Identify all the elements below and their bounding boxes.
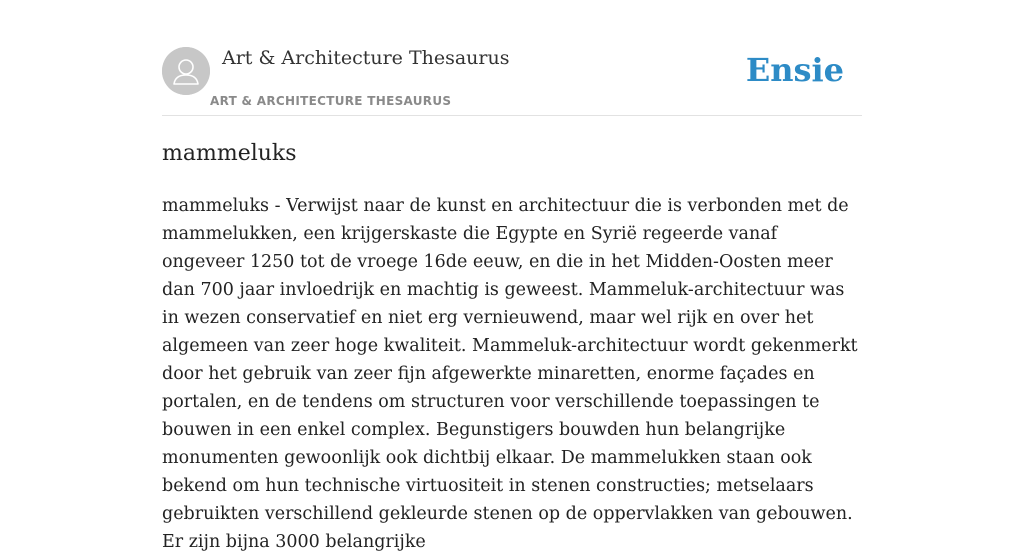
entry-body: mammeluks - Verwijst naar de kunst en architectuur die is verbonden met de mammelukken, een krijgerskaste die Egypte en Syrië regeerde vanaf ongeveer 1250 tot de vroege 16de eeuw, en die in het Midden-Oosten meer dan 700 jaar invloedrijk en machtig is geweest. Mammeluk-architectuur was in wezen conservatief en niet erg vernieuwend, maar wel rijk en over het algemeen van zeer hoge kwaliteit. Mammeluk-architectuur wordt gekenmerkt door het gebruik van zeer fijn afgewerkte minaretten, enorme façades en portalen, en de tendens om structuren voor verschillende toepassingen te bouwen in een enkel complex. Begunstigers bouwden hun belangrijke monumenten gewoonlijk ook dichtbij elkaar. De mammelukken staan ook bekend om hun technische virtuositeit in stenen constructies; metselaars gebruikten verschillend gekleurde stenen op de oppervlakken van gebouwen. Er zijn bijna 3000 belangrijke — [162, 196, 858, 552]
source-subtitle: ART & ARCHITECTURE THESAURUS — [210, 94, 452, 108]
entry-title: mammeluks — [162, 141, 297, 166]
user-silhouette-icon[interactable] — [162, 47, 210, 95]
entry-header — [162, 0, 862, 116]
ensie-logo[interactable]: Ensie — [745, 51, 844, 89]
content-container — [162, 0, 862, 552]
source-title-link[interactable]: Art & Architecture Thesaurus — [222, 47, 510, 69]
